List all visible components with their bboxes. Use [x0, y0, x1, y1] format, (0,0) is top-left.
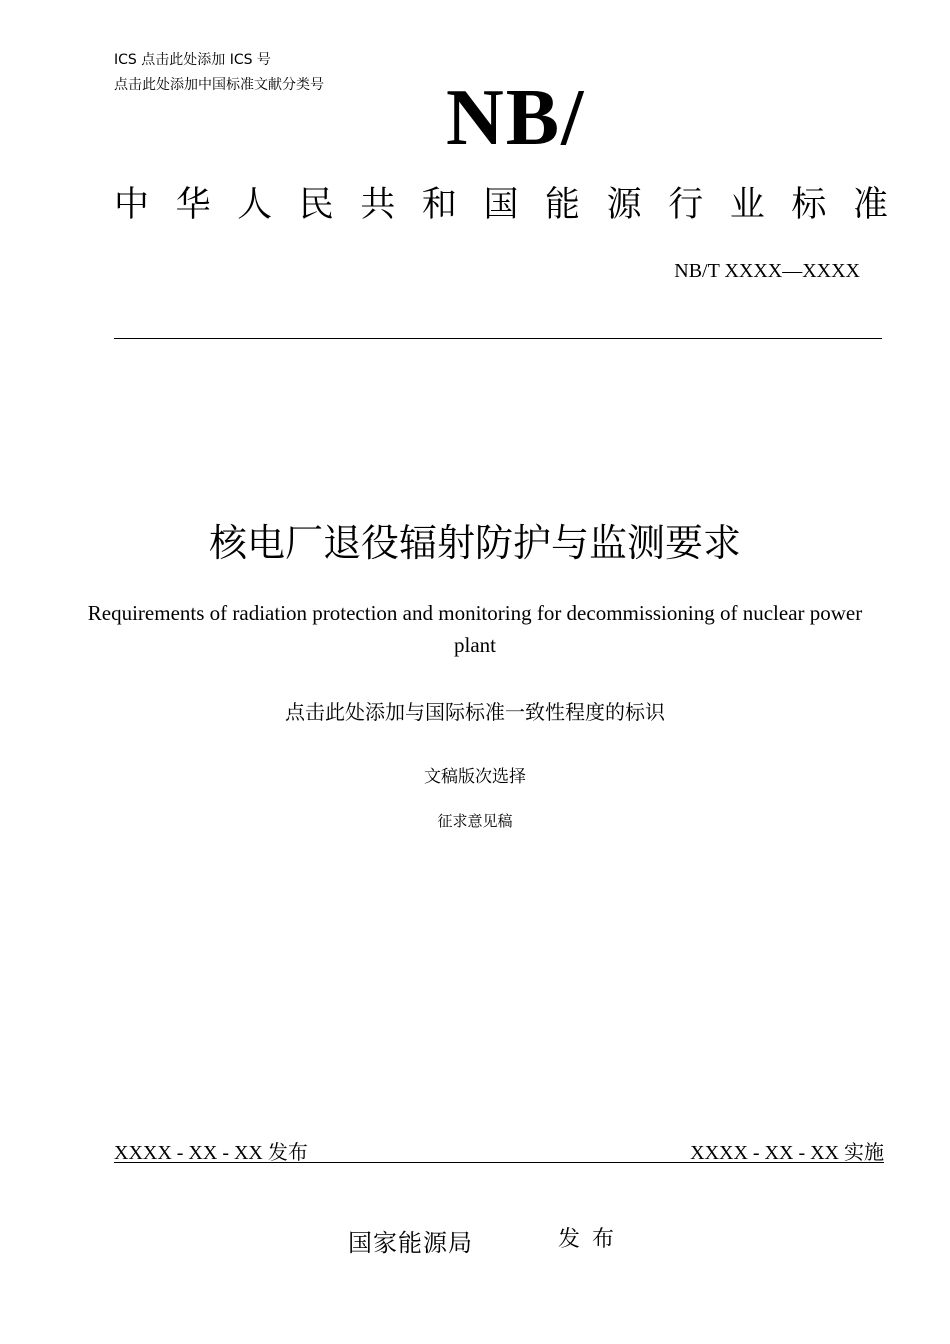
standard-type-char: 民: [298, 185, 334, 225]
issue-date-value: XXXX - XX - XX: [114, 1142, 263, 1164]
standard-type-char: 准: [852, 185, 888, 225]
standard-type-char: 共: [360, 185, 396, 225]
draft-stage-label[interactable]: 征求意见稿: [437, 812, 513, 830]
standard-type-char: 和: [421, 185, 457, 225]
standard-type-char: 业: [729, 185, 765, 225]
ccs-code-placeholder[interactable]: 点击此处添加中国标准文献分类号: [114, 77, 324, 93]
date-row: [114, 1136, 884, 1163]
standard-type-char: 行: [668, 185, 704, 225]
issue-date[interactable]: [114, 1136, 308, 1165]
standard-type-char: 国: [483, 185, 519, 225]
implementation-date[interactable]: [690, 1136, 884, 1165]
implementation-date-value: XXXX - XX - XX: [690, 1142, 839, 1164]
standard-type-char: 标: [791, 185, 827, 225]
ics-code-placeholder[interactable]: ICS 点击此处添加 ICS 号: [114, 52, 271, 68]
header-divider: [114, 338, 882, 339]
nb-logo: NB/: [446, 74, 586, 162]
standard-type-char: 源: [606, 185, 642, 225]
issue-date-suffix: 发布: [267, 1140, 308, 1164]
draft-version-selector[interactable]: 文稿版次选择: [424, 767, 526, 787]
standard-type-heading: [114, 186, 888, 225]
implementation-date-suffix: 实施: [844, 1140, 884, 1164]
standard-type-char: 中: [114, 185, 150, 225]
publish-label: 发布: [558, 1227, 627, 1252]
standard-number[interactable]: NB/T XXXX—XXXX: [674, 260, 860, 282]
standard-type-char: 人: [237, 185, 273, 225]
document-title-chinese[interactable]: 核电厂退役辐射防护与监测要求: [208, 521, 741, 565]
standard-type-char: 华: [175, 185, 211, 225]
standard-type-char: 能: [545, 185, 581, 225]
issuing-authority: 国家能源局: [348, 1229, 473, 1257]
international-consistency-placeholder[interactable]: 点击此处添加与国际标准一致性程度的标识: [285, 700, 665, 724]
document-title-english[interactable]: Requirements of radiation protection and monitoring for decommissioning of nuclear power plant: [87, 601, 863, 657]
